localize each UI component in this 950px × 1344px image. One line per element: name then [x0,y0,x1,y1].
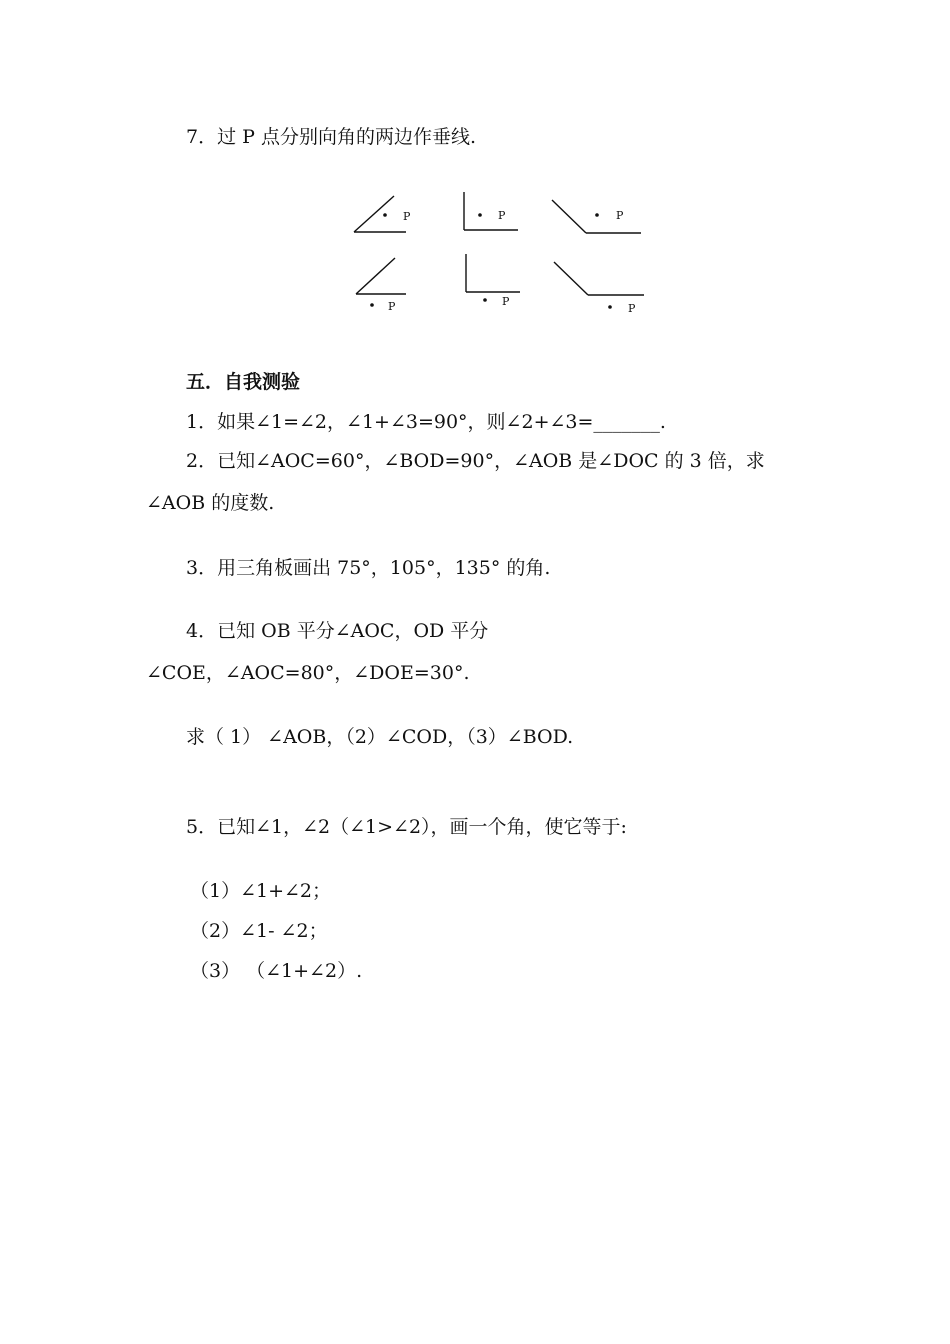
question-5: 5．已知∠1，∠2（∠1>∠2），画一个角，使它等于: [186,816,627,838]
figure-2 [464,192,518,230]
question-4-line-1: 4．已知 OB 平分∠AOC，OD 平分 [186,620,489,642]
question-5-sub-3: （3） （∠1+∠2）. [190,960,363,982]
point-p [608,305,612,309]
point-p [483,298,487,302]
point-label: P [628,302,636,315]
figure-3 [552,200,641,233]
question-5-sub-2: （2）∠1- ∠2； [190,920,328,942]
point-label: P [502,295,510,308]
point-label: P [498,209,506,222]
point-label: P [403,210,411,223]
question-7: 7．过 P 点分别向角的两边作垂线. [186,126,476,148]
question-1 [186,413,666,432]
point-label: P [388,300,396,313]
question-2-line-1: 2．已知∠AOC=60°，∠BOD=90°，∠AOB 是∠DOC 的 3 倍，求 [186,450,765,472]
point-label: P [616,209,624,222]
point-p [595,213,599,217]
point-p [383,213,387,217]
question-2-line-2: ∠AOB 的度数. [146,492,275,514]
figure-4 [356,258,406,313]
point-p [370,303,374,307]
question-3: 3．用三角板画出 75°，105°，135° 的角. [186,557,551,579]
question-5-sub-1: （1）∠1+∠2； [190,880,332,902]
question-4-line-2: ∠COE，∠AOC=80°，∠DOE=30°. [146,662,470,684]
angle-figures [340,180,660,320]
section-title: 五．自我测验 [186,371,301,393]
figure-5 [466,254,520,308]
question-4-line-3: 求（ 1） ∠AOB，（2）∠COD，（3）∠BOD. [186,726,574,748]
question-1-end: . [659,411,666,433]
figure-1 [354,196,411,232]
answer-blank: _______ [593,411,660,433]
figure-6 [554,262,644,315]
point-p [478,213,482,217]
question-1-text: 1．如果∠1=∠2，∠1+∠3=90°，则∠2+∠3= [186,411,594,433]
